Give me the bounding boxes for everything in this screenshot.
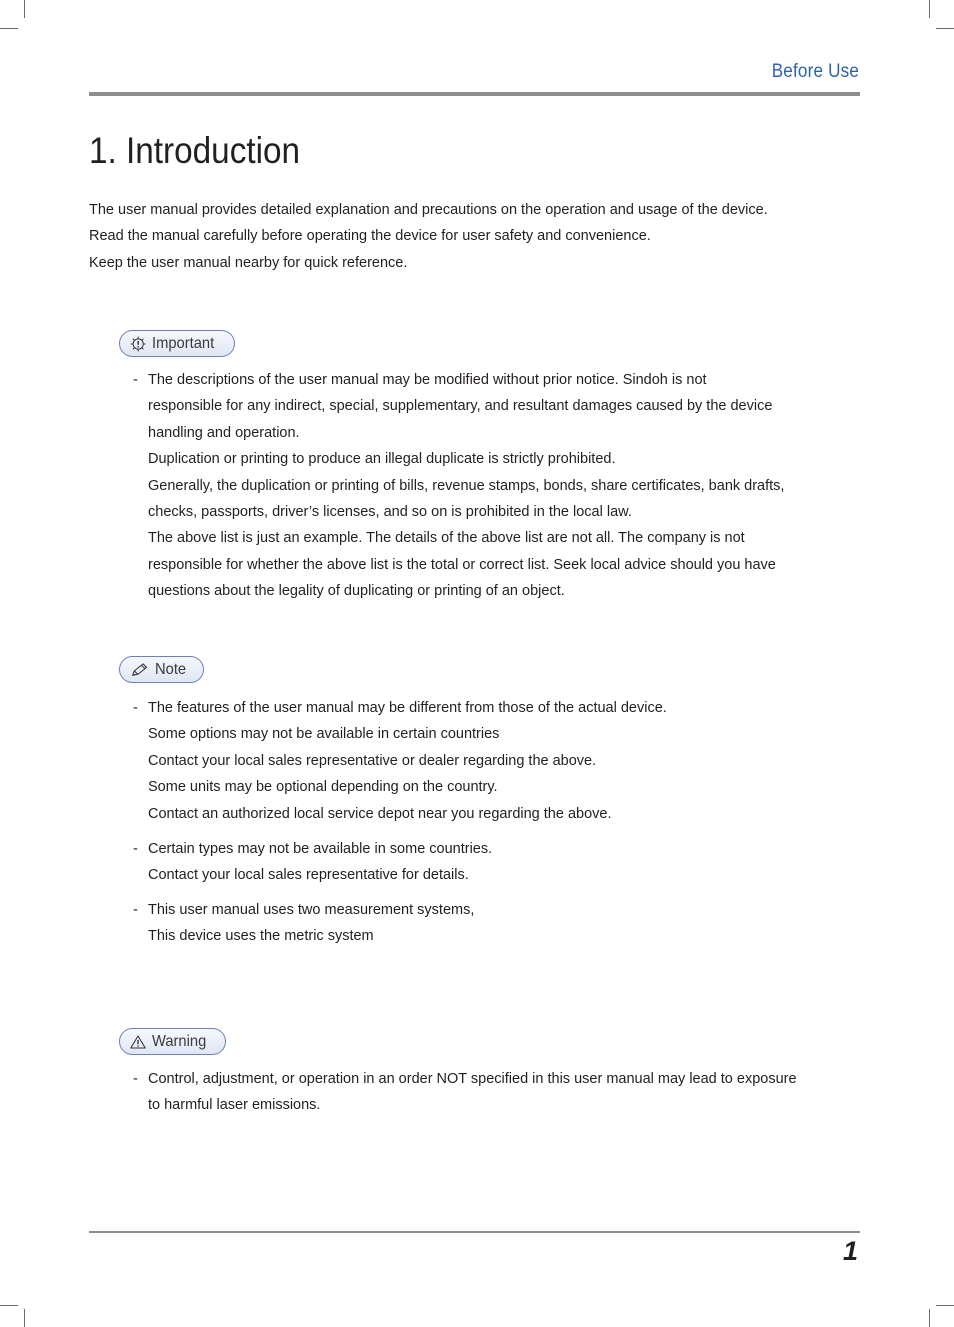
list-line: Duplication or printing to produce an illegal duplicate is strictly prohibited. — [148, 451, 616, 468]
warning-badge — [119, 1028, 226, 1055]
list-dash: - — [133, 901, 138, 918]
crop-mark — [0, 28, 18, 29]
list-item — [133, 695, 833, 827]
important-list — [133, 367, 833, 605]
intro-line: Read the manual carefully before operating the device for user safety and convenience. — [89, 228, 651, 245]
warning-triangle-icon — [130, 1033, 146, 1051]
list-line: - Control, adjustment, or operation in an order NOT specified in this user manual may lead to exposure — [133, 1066, 833, 1092]
list-item — [133, 1066, 833, 1119]
note-list — [133, 695, 833, 950]
intro-text — [89, 197, 849, 276]
crop-mark — [0, 1305, 18, 1306]
list-line: responsible for whether the above list is the total or correct list. Seek local advice should you have — [148, 556, 776, 573]
note-label: Note — [155, 660, 187, 678]
page-title: 1. Introduction — [89, 130, 301, 171]
warning-label: Warning — [152, 1032, 207, 1050]
warning-list — [133, 1066, 833, 1119]
intro-line: The user manual provides detailed explanation and precautions on the operation and usage of the device. — [89, 202, 768, 218]
list-line: - The descriptions of the user manual may be modified without prior notice. Sindoh is not — [133, 367, 833, 393]
crop-mark — [936, 28, 954, 29]
list-line: responsible for any indirect, special, supplementary, and resultant damages caused by the device — [148, 398, 773, 415]
list-line: checks, passports, driver’s licenses, and so on is prohibited in the local law. — [148, 504, 632, 521]
list-line: questions about the legality of duplicating or printing of an object. — [148, 583, 565, 600]
list-dash: - — [133, 700, 138, 716]
list-line: - Certain types may not be available in some countries. — [133, 836, 833, 862]
important-badge — [119, 330, 235, 357]
header-rule — [89, 92, 860, 96]
pencil-icon — [130, 661, 149, 679]
list-line: - This user manual uses two measurement systems, — [133, 897, 833, 923]
page-number: 1 — [842, 1236, 858, 1266]
list-line: Contact your local sales representative or dealer regarding the above. — [148, 752, 597, 769]
important-gear-icon — [130, 334, 146, 354]
list-line: The above list is just an example. The details of the above list are not all. The company is not — [148, 530, 745, 547]
section-label: Before Use — [771, 61, 859, 82]
list-line: Some units may be optional depending on the country. — [148, 779, 498, 796]
list-line: Generally, the duplication or printing of bills, revenue stamps, bonds, share certificates, bank drafts, — [148, 477, 785, 494]
list-dash: - — [133, 372, 138, 388]
crop-mark — [24, 0, 25, 18]
list-dash: - — [133, 840, 138, 857]
list-line: to harmful laser emissions. — [148, 1097, 321, 1114]
intro-line: Keep the user manual nearby for quick reference. — [89, 254, 408, 271]
list-line: - The features of the user manual may be different from those of the actual device. — [133, 695, 833, 721]
crop-mark — [936, 1305, 954, 1306]
footer-rule — [89, 1231, 860, 1233]
list-item — [133, 836, 833, 889]
list-line: Contact your local sales representative for details. — [148, 866, 469, 883]
note-badge — [119, 656, 204, 683]
crop-mark — [929, 0, 930, 18]
important-label: Important — [152, 334, 215, 352]
crop-mark — [929, 1309, 930, 1327]
list-line: Contact an authorized local service depot near you regarding the above. — [148, 805, 612, 822]
list-line: This device uses the metric system — [148, 928, 374, 945]
list-item — [133, 367, 833, 605]
list-dash: - — [133, 1071, 138, 1087]
crop-mark — [24, 1309, 25, 1327]
list-line: handling and operation. — [148, 424, 300, 441]
list-line: Some options may not be available in certain countries — [148, 726, 500, 743]
list-item — [133, 897, 833, 950]
